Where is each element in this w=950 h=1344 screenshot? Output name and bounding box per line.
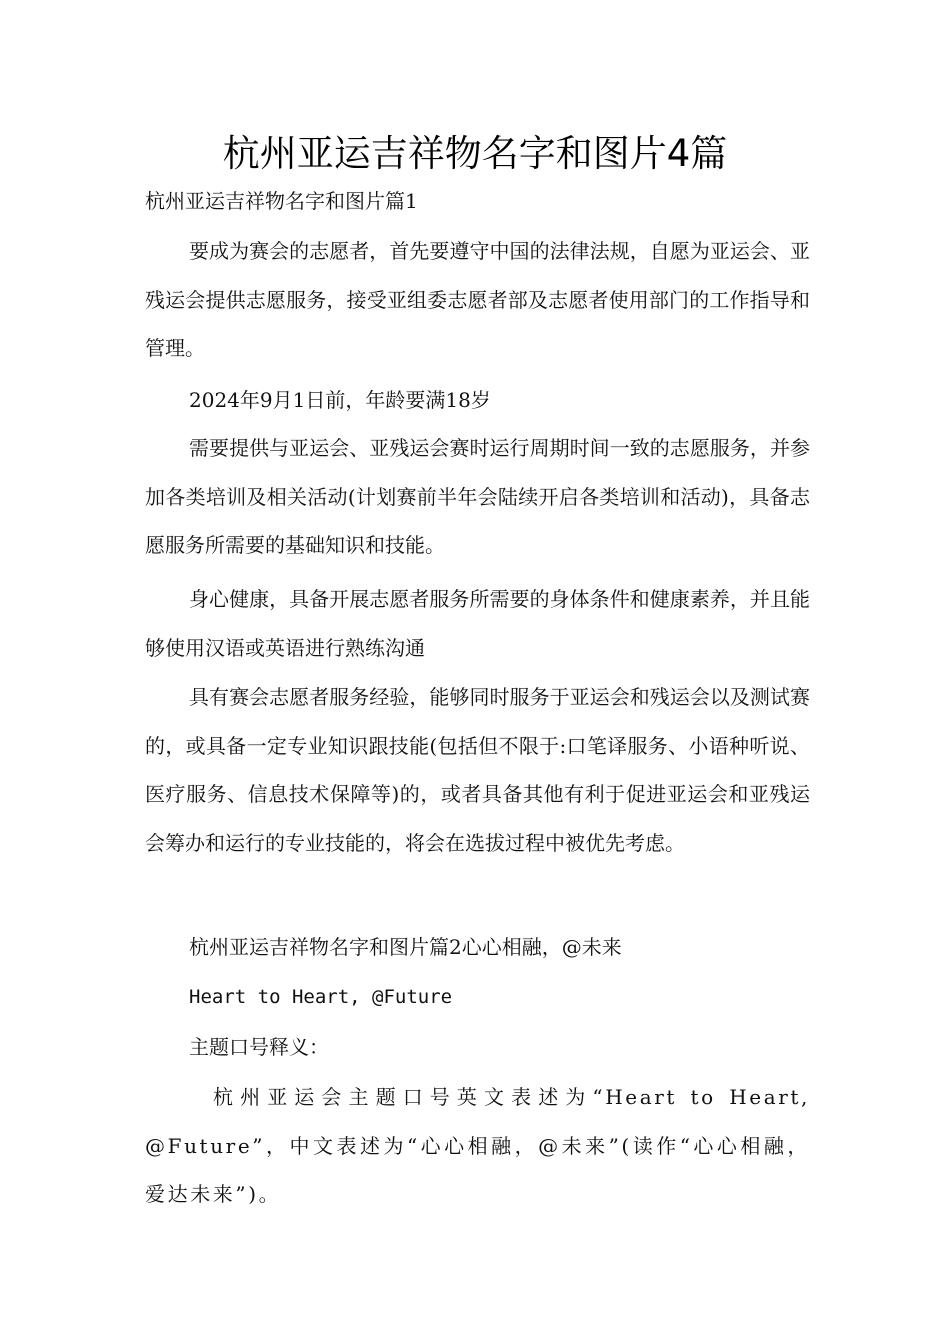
paragraph-priority-skills: 具有赛会志愿者服务经验，能够同时服务于亚运会和残运会以及测试赛的，或具备一定专业知识跟技能(包括但不限于:口笔译服务、小语种听说、医疗服务、信息技术保障等)的，或者具备其他有利于促进亚运会和亚残运会筹办和运行的专业技能的，将会在选拔过程中被优先考虑。 [145, 685, 810, 855]
section-2-heading: 杭州亚运吉祥物名字和图片篇2心心相融，@未来 [189, 935, 622, 959]
paragraph-slogan-meaning: 杭州亚运会主题口号英文表述为“Heart to Heart, @Future”，中文表述为“心心相融，@未来”(读作“心心相融，爱达未来”)。 [145, 1085, 810, 1207]
paragraph-volunteer-requirements: 要成为赛会的志愿者，首先要遵守中国的法律法规，自愿为亚运会、亚残运会提供志愿服务，接受亚组委志愿者部及志愿者使用部门的工作指导和管理。 [145, 239, 810, 361]
section-1-heading: 杭州亚运吉祥物名字和图片篇1 [145, 189, 418, 213]
slogan-explanation-label: 主题口号释义： [189, 1035, 329, 1059]
paragraph-health-language: 身心健康，具备开展志愿者服务所需要的身体条件和健康素养，并且能够使用汉语或英语进行熟练沟通 [145, 587, 810, 660]
document-title: 杭州亚运吉祥物名字和图片4篇 [222, 132, 728, 175]
paragraph-age-requirement: 2024年9月1日前，年龄要满18岁 [189, 388, 491, 412]
paragraph-service-period: 需要提供与亚运会、亚残运会赛时运行周期时间一致的志愿服务，并参加各类培训及相关活动(计划赛前半年会陆续开启各类培训和活动)，具备志愿服务所需要的基础知识和技能。 [145, 436, 810, 558]
slogan-english: Heart to Heart, @Future [189, 986, 453, 1008]
